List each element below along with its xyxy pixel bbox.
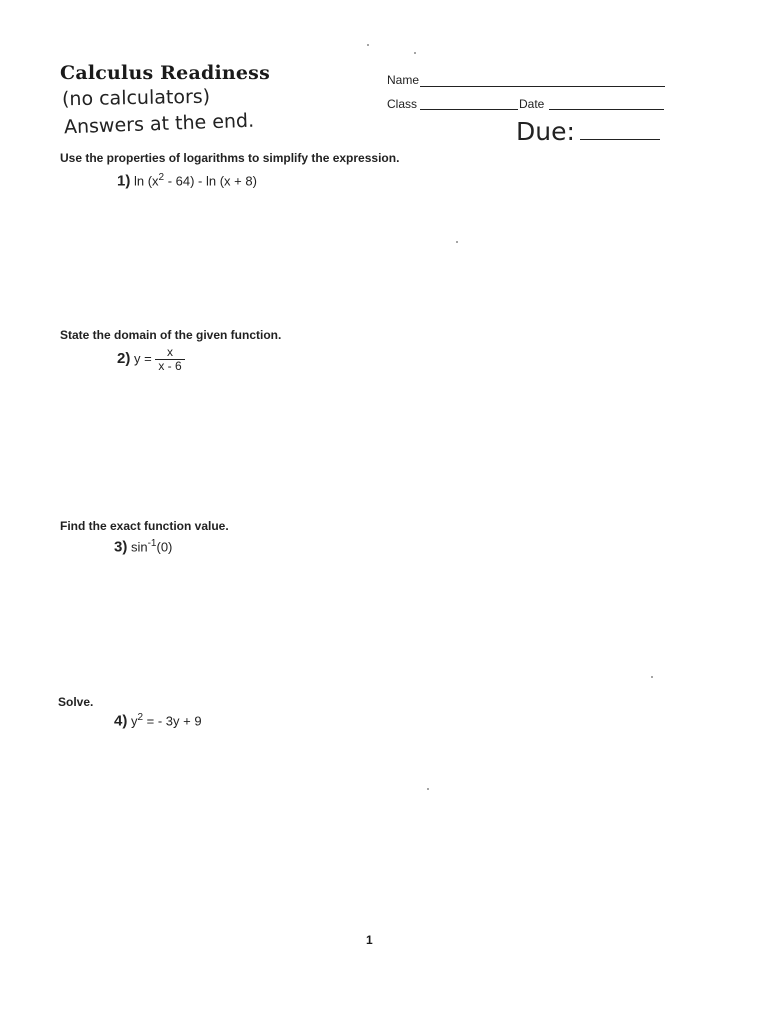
problem-expression-part: - 64) - ln (x + 8)	[164, 173, 257, 189]
due-field-line[interactable]	[580, 139, 660, 140]
handwritten-note-no-calculators: (no calculators)	[61, 85, 211, 111]
scan-speck	[414, 52, 416, 54]
exponent: -1	[147, 538, 157, 549]
problem-3	[114, 538, 172, 555]
page-number: 1	[366, 933, 373, 947]
instruction-solve: Solve.	[58, 695, 94, 709]
problem-4	[114, 712, 202, 729]
exponent: 2	[137, 712, 144, 723]
date-label: Date	[519, 97, 545, 111]
problem-expression-part: ln (x	[133, 173, 159, 189]
scan-speck	[456, 241, 458, 243]
name-field-line[interactable]	[420, 86, 665, 87]
problem-number: 3)	[114, 538, 128, 556]
scan-speck	[367, 44, 369, 46]
problem-expression-part: = - 3y + 9	[143, 713, 202, 729]
class-label: Class	[387, 97, 418, 111]
worksheet-title: Calculus Readiness	[60, 62, 270, 84]
problem-1	[117, 172, 257, 189]
scan-speck	[427, 788, 429, 790]
problem-expression-part: (0)	[156, 539, 173, 555]
fraction	[155, 346, 184, 373]
function-lhs: y =	[133, 350, 152, 366]
problem-expression-part: y	[130, 713, 138, 729]
name-label: Name	[387, 73, 420, 87]
fraction-numerator: x	[155, 346, 184, 360]
due-label: Due:	[516, 117, 575, 146]
problem-2	[117, 346, 185, 373]
instruction-domain: State the domain of the given function.	[60, 328, 282, 342]
problem-number: 4)	[114, 712, 128, 730]
problem-number: 1)	[117, 172, 131, 190]
problem-number: 2)	[117, 349, 131, 367]
class-field-line[interactable]	[420, 109, 518, 110]
date-field-line[interactable]	[549, 109, 664, 110]
handwritten-note-answers: Answers at the end.	[63, 109, 255, 139]
problem-expression-part: sin	[130, 539, 148, 555]
fraction-denominator: x - 6	[158, 359, 182, 373]
instruction-logarithms: Use the properties of logarithms to simplify the expression.	[60, 151, 400, 165]
exponent: 2	[158, 172, 165, 183]
scan-speck	[651, 676, 653, 678]
instruction-exact-value: Find the exact function value.	[60, 519, 229, 533]
